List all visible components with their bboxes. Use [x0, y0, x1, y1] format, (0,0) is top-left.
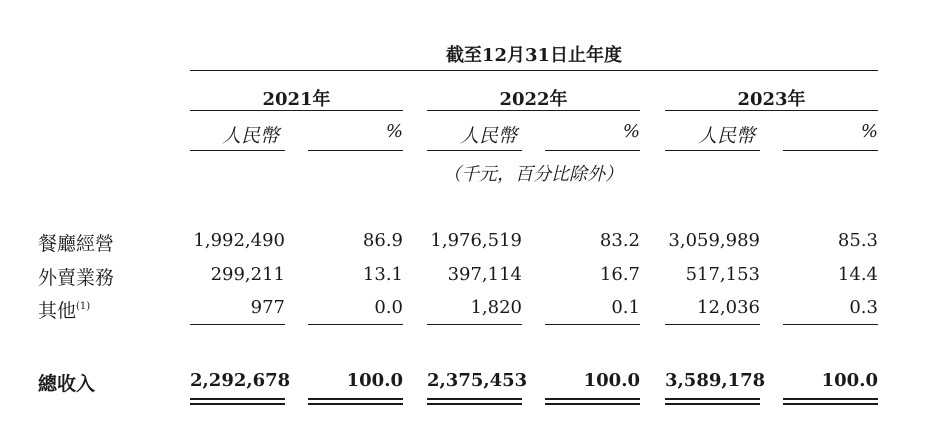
subheader-rule-3: [427, 150, 522, 151]
year-header-2023: 2023年: [737, 89, 806, 110]
subtotal-rule-6: [783, 324, 878, 325]
total-double-rule-bottom: [190, 403, 285, 405]
subtotal-rule-3: [427, 324, 522, 325]
cell-value: 1,976,519: [430, 230, 522, 251]
subtotal-rule-2: [308, 324, 403, 325]
cell-value: 13.1: [362, 264, 403, 285]
total-value: 3,589,178: [665, 370, 766, 391]
period-rule: [190, 70, 878, 71]
period-title: 截至12月31日止年度: [445, 45, 623, 66]
year-rule-2021: [190, 110, 403, 111]
cell-value: 299,211: [210, 264, 285, 285]
cell-value: 397,114: [447, 264, 522, 285]
subtotal-rule-4: [545, 324, 640, 325]
total-double-rule-top: [308, 398, 403, 400]
units-note: （千元，百分比除外）: [443, 164, 623, 185]
total-double-rule-top: [783, 398, 878, 400]
footnote-marker: (1): [76, 301, 91, 312]
row-label-delivery: 外賣業務: [38, 267, 115, 289]
total-double-rule-bottom: [545, 403, 640, 405]
year-header-2021: 2021年: [262, 89, 331, 110]
total-value: 100.0: [583, 370, 640, 391]
cell-value: 517,153: [685, 264, 760, 285]
total-double-rule-top: [190, 398, 285, 400]
currency-label-2023: 人民幣: [698, 125, 756, 147]
year-header-2022: 2022年: [499, 89, 568, 110]
currency-label-2021: 人民幣: [222, 125, 280, 147]
subheader-rule-6: [783, 150, 878, 151]
total-value: 2,292,678: [190, 370, 291, 391]
total-double-rule-bottom: [665, 403, 760, 405]
cell-value: 14.4: [837, 264, 878, 285]
subtotal-rule-1: [190, 324, 285, 325]
currency-label-2022: 人民幣: [460, 125, 518, 147]
subheader-rule-1: [190, 150, 285, 151]
year-rule-2023: [665, 110, 878, 111]
subheader-rule-4: [545, 150, 640, 151]
cell-value: 12,036: [697, 297, 760, 318]
total-label: 總收入: [38, 373, 96, 395]
row-label-others: [38, 296, 90, 323]
total-double-rule-top: [545, 398, 640, 400]
subheader-rule-5: [665, 150, 760, 151]
row-label-text: 其他: [38, 300, 77, 322]
cell-value: 16.7: [599, 264, 640, 285]
cell-value: 3,059,989: [668, 230, 760, 251]
total-value: 2,375,453: [427, 370, 528, 391]
cell-value: 977: [250, 297, 285, 318]
total-double-rule-top: [665, 398, 760, 400]
subheader-rule-2: [308, 150, 403, 151]
cell-value: 0.0: [374, 297, 403, 318]
total-double-rule-bottom: [783, 403, 878, 405]
percent-label-2021: %: [385, 121, 403, 142]
row-label-dine-in: 餐廳經營: [38, 233, 115, 255]
total-double-rule-bottom: [308, 403, 403, 405]
total-double-rule-top: [427, 398, 522, 400]
cell-value: 86.9: [362, 230, 403, 251]
total-value: 100.0: [346, 370, 403, 391]
cell-value: 0.3: [849, 297, 878, 318]
cell-value: 1,992,490: [193, 230, 285, 251]
percent-label-2023: %: [860, 121, 878, 142]
cell-value: 83.2: [599, 230, 640, 251]
subtotal-rule-5: [665, 324, 760, 325]
total-value: 100.0: [821, 370, 878, 391]
total-double-rule-bottom: [427, 403, 522, 405]
year-rule-2022: [427, 110, 640, 111]
percent-label-2022: %: [622, 121, 640, 142]
cell-value: 1,820: [470, 297, 522, 318]
cell-value: 85.3: [837, 230, 878, 251]
cell-value: 0.1: [611, 297, 640, 318]
